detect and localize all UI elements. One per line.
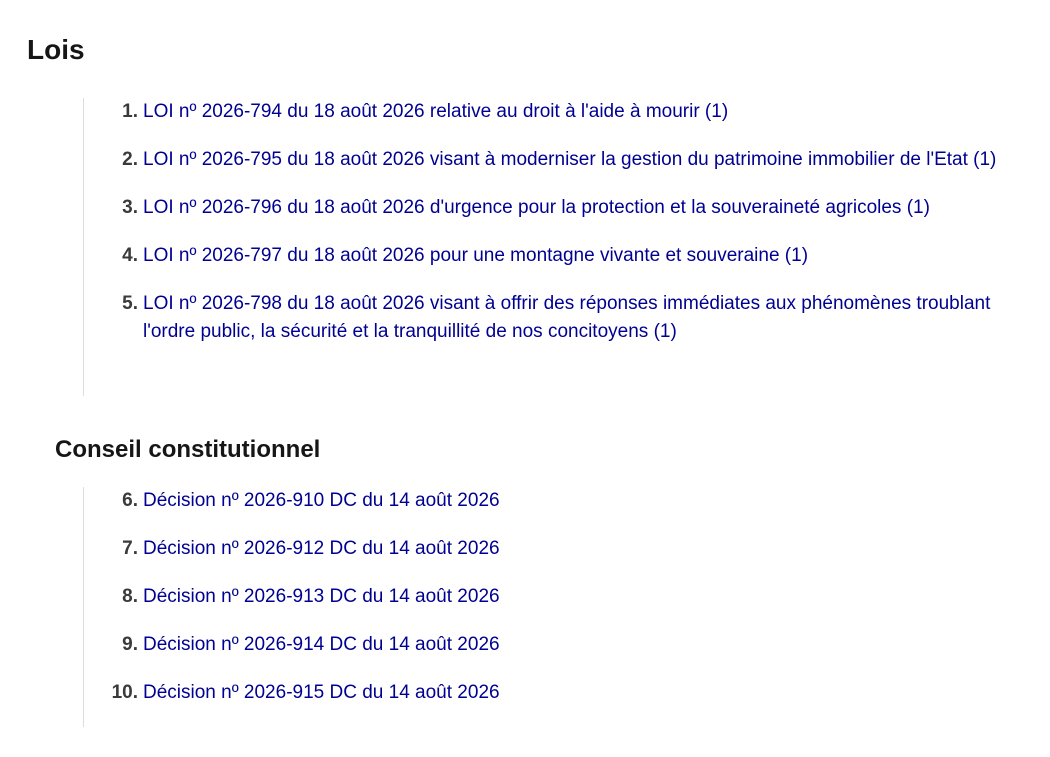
lois-list bbox=[84, 98, 1024, 346]
item-number: 6. bbox=[122, 490, 138, 511]
decision-link-2026-912[interactable]: Décision nº 2026-912 DC du 14 août 2026 bbox=[143, 538, 500, 559]
decision-link-2026-910[interactable]: Décision nº 2026-910 DC du 14 août 2026 bbox=[143, 490, 500, 511]
conseil-list-container bbox=[83, 487, 1024, 727]
loi-link-2026-796[interactable]: LOI nº 2026-796 du 18 août 2026 d'urgence pour la protection et la souveraineté agricoles (1) bbox=[143, 197, 930, 218]
loi-link-2026-797[interactable]: LOI nº 2026-797 du 18 août 2026 pour une montagne vivante et souveraine (1) bbox=[143, 245, 809, 266]
decision-link-2026-914[interactable]: Décision nº 2026-914 DC du 14 août 2026 bbox=[143, 634, 500, 655]
loi-link-2026-794[interactable]: LOI nº 2026-794 du 18 août 2026 relative au droit à l'aide à mourir (1) bbox=[143, 101, 729, 122]
item-number: 4. bbox=[122, 245, 138, 266]
list-item bbox=[84, 242, 1024, 270]
item-number: 3. bbox=[122, 197, 138, 218]
item-number: 1. bbox=[122, 101, 138, 122]
lois-list-container bbox=[83, 98, 1024, 396]
list-item bbox=[84, 290, 1024, 346]
loi-link-2026-795[interactable]: LOI nº 2026-795 du 18 août 2026 visant à moderniser la gestion du patrimoine immobilier de l'Etat (1) bbox=[143, 149, 997, 170]
decision-link-2026-915[interactable]: Décision nº 2026-915 DC du 14 août 2026 bbox=[143, 682, 500, 703]
list-item bbox=[84, 487, 1024, 515]
section-title-conseil-constitutionnel: Conseil constitutionnel bbox=[55, 436, 321, 463]
loi-link-2026-798[interactable]: LOI nº 2026-798 du 18 août 2026 visant à offrir des réponses immédiates aux phénomènes troublant l'ordre public, la sécurité et la tranquillité de nos concitoyens (1) bbox=[143, 293, 991, 342]
decision-link-2026-913[interactable]: Décision nº 2026-913 DC du 14 août 2026 bbox=[143, 586, 500, 607]
list-item bbox=[84, 146, 1024, 174]
list-item bbox=[84, 535, 1024, 563]
list-item bbox=[84, 583, 1024, 611]
item-number: 5. bbox=[122, 293, 138, 314]
item-number: 10. bbox=[111, 682, 138, 703]
list-item bbox=[84, 631, 1024, 659]
list-item bbox=[84, 98, 1024, 126]
item-number: 8. bbox=[122, 586, 138, 607]
section-title-lois: Lois bbox=[27, 34, 85, 65]
item-number: 2. bbox=[122, 149, 138, 170]
item-number: 9. bbox=[122, 634, 138, 655]
list-item bbox=[84, 194, 1024, 222]
item-number: 7. bbox=[122, 538, 138, 559]
list-item bbox=[84, 679, 1024, 707]
conseil-list bbox=[84, 487, 1024, 707]
